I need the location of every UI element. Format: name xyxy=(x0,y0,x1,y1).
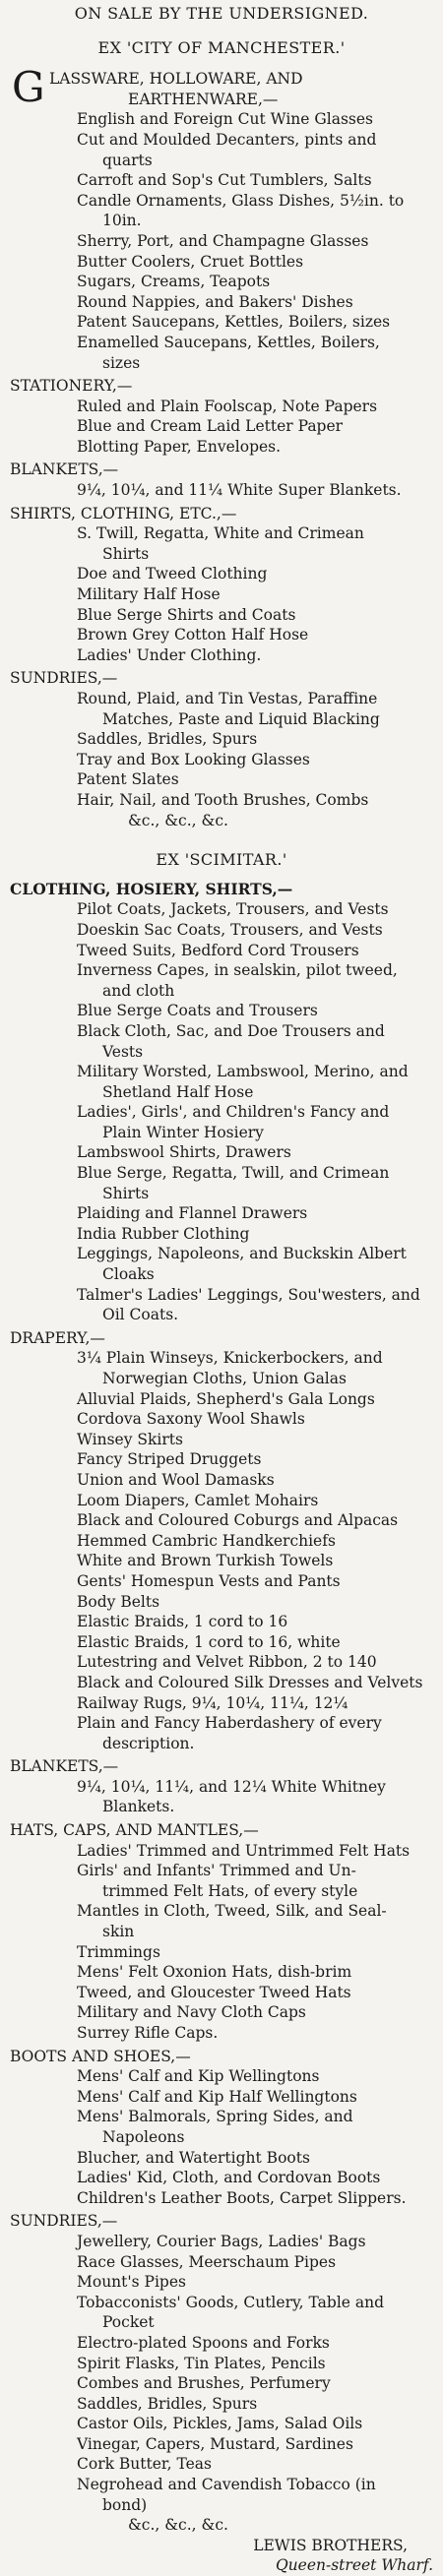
list-item: Tobacconists' Goods, Cutlery, Table and xyxy=(77,2293,385,2311)
list-item: Hair, Nail, and Tooth Brushes, Combs xyxy=(77,790,369,809)
list-item: Lambswool Shirts, Drawers xyxy=(77,1143,291,1162)
list-item: Vinegar, Capers, Mustard, Sardines xyxy=(77,2434,353,2453)
list-item: Plain and Fancy Haberdashery of every xyxy=(77,1714,382,1733)
list-item: Blucher, and Watertight Boots xyxy=(77,2148,310,2167)
list-item: Union and Wool Damasks xyxy=(77,1470,275,1489)
list-item: India Rubber Clothing xyxy=(77,1224,250,1243)
drapery-heading: DRAPERY,— xyxy=(10,1328,105,1347)
list-item: Enamelled Saucepans, Kettles, Boilers, xyxy=(77,333,380,351)
list-item: sizes xyxy=(102,353,141,372)
shirts-list xyxy=(10,523,433,665)
clothing-heading: CLOTHING, HOSIERY, SHIRTS,— xyxy=(10,879,293,898)
list-item: trimmed Felt Hats, of every style xyxy=(102,1881,358,1900)
list-item: Matches, Paste and Liquid Blacking xyxy=(102,709,380,728)
list-item: Plaiding and Flannel Drawers xyxy=(77,1204,308,1223)
drop-capital: G xyxy=(12,63,45,112)
list-item: Girls' and Infants' Trimmed and Un- xyxy=(77,1862,356,1880)
divider xyxy=(10,25,433,38)
sundries2-list xyxy=(10,2232,433,2536)
list-item: Brown Grey Cotton Half Hose xyxy=(77,626,309,644)
sundries-heading: SUNDRIES,— xyxy=(10,669,118,688)
list-item: Round Nappies, and Bakers' Dishes xyxy=(77,292,353,311)
list-item: Gents' Homespun Vests and Pants xyxy=(77,1571,341,1590)
list-item: 10in. xyxy=(102,212,142,230)
list-item: Shetland Half Hose xyxy=(102,1082,254,1101)
list-item: Inverness Capes, in sealskin, pilot tweed, xyxy=(77,961,398,980)
list-item: Blankets. xyxy=(102,1798,175,1816)
list-item: Race Glasses, Meerschaum Pipes xyxy=(77,2252,337,2271)
list-item: Leggings, Napoleons, and Buckskin Albert xyxy=(77,1245,407,1263)
list-item: Elastic Braids, 1 cord to 16, white xyxy=(77,1632,341,1651)
clothing-list xyxy=(10,899,433,1324)
list-item: Blue Serge Shirts and Coats xyxy=(77,605,296,624)
glassware-heading: LASSWARE, HOLLOWARE, AND xyxy=(49,70,303,89)
list-item: Spirit Flasks, Tin Plates, Pencils xyxy=(77,2354,326,2372)
list-item: description. xyxy=(102,1734,195,1752)
list-item: Blue Serge Coats and Trousers xyxy=(77,1002,318,1020)
advertisement-page xyxy=(10,0,433,2576)
ship2-sundries-section xyxy=(10,2211,433,2536)
list-item: Blotting Paper, Envelopes. xyxy=(77,437,282,456)
list-item: Body Belts xyxy=(77,1592,160,1611)
list-item: Saddles, Bridles, Spurs xyxy=(77,730,258,749)
list-item: Tweed Suits, Bedford Cord Trousers xyxy=(77,941,359,959)
ship1-stationery-section xyxy=(10,376,433,457)
list-item: Norwegian Cloths, Union Galas xyxy=(102,1370,347,1387)
list-item: Ladies', Girls', and Children's Fancy and xyxy=(77,1103,390,1122)
list-item: Mens' Calf and Kip Wellingtons xyxy=(77,2067,320,2086)
list-item: Tray and Box Looking Glasses xyxy=(77,750,310,768)
sundries2-heading: SUNDRIES,— xyxy=(10,2212,118,2231)
list-item: Trimmings xyxy=(77,1942,160,1961)
drapery-list xyxy=(10,1348,433,1753)
list-item: Ladies' Kid, Cloth, and Cordovan Boots xyxy=(77,2169,381,2187)
list-item: Blue Serge, Regatta, Twill, and Crimean xyxy=(77,1164,390,1183)
list-item: Shirts xyxy=(102,544,150,563)
list-item: Electro-plated Spoons and Forks xyxy=(77,2333,330,2352)
list-item: Hemmed Cambric Handkerchiefs xyxy=(77,1531,336,1550)
list-item: 9¼, 10¼, and 11¼ White Super Blankets. xyxy=(77,481,402,500)
list-item: Cordova Saxony Wool Shawls xyxy=(77,1410,305,1429)
list-item: Mantles in Cloth, Tweed, Silk, and Seal- xyxy=(77,1902,387,1921)
sundries-list xyxy=(10,689,433,830)
list-item: and cloth xyxy=(102,981,175,1000)
list-item: Sugars, Creams, Teapots xyxy=(77,273,271,291)
stationery-list xyxy=(10,397,433,458)
list-item: Mount's Pipes xyxy=(77,2273,186,2292)
list-item: Oil Coats. xyxy=(102,1306,179,1324)
ship2-title: EX 'SCIMITAR.' xyxy=(156,850,287,870)
list-item: White and Brown Turkish Towels xyxy=(77,1552,334,1570)
shirts-heading: SHIRTS, CLOTHING, ETC.,— xyxy=(10,504,237,522)
list-item: quarts xyxy=(102,151,153,169)
list-item: Sherry, Port, and Champagne Glasses xyxy=(77,231,369,250)
firm-address: Queen-street Wharf. xyxy=(275,2556,433,2575)
ship1-title: EX 'CITY OF MANCHESTER.' xyxy=(97,37,346,57)
list-item: Pilot Coats, Jackets, Trousers, and Vests xyxy=(77,900,389,919)
blankets-heading: BLANKETS,— xyxy=(10,460,119,479)
list-item: Candle Ornaments, Glass Dishes, 5½in. to xyxy=(77,191,405,210)
list-item: Shirts xyxy=(102,1184,150,1202)
list-item: Blue and Cream Laid Letter Paper xyxy=(77,417,344,436)
header-line: ON SALE BY THE UNDERSIGNED. xyxy=(74,4,369,23)
hats-list xyxy=(10,1841,433,2044)
glassware-heading-cont: EARTHENWARE,— xyxy=(128,90,279,108)
list-item: Pocket xyxy=(102,2313,155,2332)
hats-heading: HATS, CAPS, AND MANTLES,— xyxy=(10,1821,259,1840)
list-item: Ruled and Plain Foolscap, Note Papers xyxy=(77,397,378,415)
list-item: Mens' Calf and Kip Half Wellingtons xyxy=(77,2087,357,2106)
ship1-blankets-section xyxy=(10,460,433,500)
list-item: Patent Saucepans, Kettles, Boilers, sizes xyxy=(77,313,391,332)
list-item: Cork Butter, Teas xyxy=(77,2455,212,2474)
glassware-list xyxy=(10,109,433,373)
list-item: Military Half Hose xyxy=(77,585,221,604)
list-item: Talmer's Ladies' Leggings, Sou'westers, and xyxy=(77,1285,420,1304)
firm-name: LEWIS BROTHERS, xyxy=(253,2536,408,2554)
list-item: Plain Winter Hosiery xyxy=(102,1123,264,1141)
list-item: Black and Coloured Coburgs and Alpacas xyxy=(77,1511,399,1530)
list-item: Black and Coloured Silk Dresses and Velvets xyxy=(77,1673,423,1691)
list-item: English and Foreign Cut Wine Glasses xyxy=(77,110,373,129)
list-item: Jewellery, Courier Bags, Ladies' Bags xyxy=(77,2232,366,2250)
list-item: &c., &c., &c. xyxy=(128,811,228,829)
ship1-glassware-section xyxy=(10,63,433,373)
list-item: Round, Plaid, and Tin Vestas, Paraffine xyxy=(77,690,378,707)
list-item: Winsey Skirts xyxy=(77,1430,183,1448)
list-item: Carroft and Sop's Cut Tumblers, Salts xyxy=(77,171,372,190)
ship2-hats-section xyxy=(10,1820,433,2044)
list-item: Ladies' Under Clothing. xyxy=(77,645,262,664)
list-item: Ladies' Trimmed and Untrimmed Felt Hats xyxy=(77,1841,411,1860)
list-item: Cut and Moulded Decanters, pints and xyxy=(77,130,377,149)
ship1-shirts-section xyxy=(10,504,433,666)
list-item: Military Worsted, Lambswool, Merino, and xyxy=(77,1063,409,1081)
list-item: Loom Diapers, Camlet Mohairs xyxy=(77,1491,319,1509)
list-item: bond) xyxy=(102,2495,148,2514)
list-item: Fancy Striped Druggets xyxy=(77,1450,262,1469)
list-item: Tweed, and Gloucester Tweed Hats xyxy=(77,1983,351,2001)
list-item: Napoleons xyxy=(102,2127,185,2146)
list-item: Castor Oils, Pickles, Jams, Salad Oils xyxy=(77,2415,363,2433)
list-item: Doe and Tweed Clothing xyxy=(77,565,268,583)
list-item: 3¼ Plain Winseys, Knickerbockers, and xyxy=(77,1349,383,1368)
list-item: Negrohead and Cavendish Tobacco (in xyxy=(77,2476,376,2494)
list-item: Mens' Felt Oxonion Hats, dish-brim xyxy=(77,1963,352,1982)
list-item: Children's Leather Boots, Carpet Slippers. xyxy=(77,2188,407,2207)
list-item: Railway Rugs, 9¼, 10¼, 11¼, 12¼ xyxy=(77,1693,348,1712)
list-item: Cloaks xyxy=(102,1265,155,1284)
ship2-drapery-section xyxy=(10,1328,433,1753)
ship2-clothing-section xyxy=(10,880,433,1325)
list-item: Black Cloth, Sac, and Doe Trousers and xyxy=(77,1021,385,1040)
blankets-list xyxy=(10,480,433,501)
stationery-heading: STATIONERY,— xyxy=(10,377,133,396)
list-item: Elastic Braids, 1 cord to 16 xyxy=(77,1613,288,1631)
ship1-sundries-section xyxy=(10,668,433,830)
list-item: Combes and Brushes, Perfumery xyxy=(77,2374,331,2393)
list-item: &c., &c., &c. xyxy=(128,2516,228,2535)
boots-heading: BOOTS AND SHOES,— xyxy=(10,2047,191,2065)
list-item: Patent Slates xyxy=(77,770,179,789)
blankets2-list xyxy=(10,1777,433,1817)
ship2-boots-section xyxy=(10,2047,433,2209)
list-item: S. Twill, Regatta, White and Crimean xyxy=(77,524,364,543)
list-item: Mens' Balmorals, Spring Sides, and xyxy=(77,2108,353,2126)
boots-list xyxy=(10,2066,433,2208)
list-item: skin xyxy=(102,1923,135,1941)
list-item: Doeskin Sac Coats, Trousers, and Vests xyxy=(77,920,383,939)
list-item: Saddles, Bridles, Spurs xyxy=(77,2394,258,2413)
list-item: Alluvial Plaids, Shepherd's Gala Longs xyxy=(77,1389,375,1408)
list-item: Butter Coolers, Cruet Bottles xyxy=(77,252,304,271)
list-item: Military and Navy Cloth Caps xyxy=(77,2003,306,2022)
list-item: Surrey Rifle Caps. xyxy=(77,2024,219,2042)
list-item: 9¼, 10¼, 11¼, and 12¼ White Whitney xyxy=(77,1777,386,1796)
blankets2-heading: BLANKETS,— xyxy=(10,1757,119,1776)
ship2-blankets-section xyxy=(10,1756,433,1817)
list-item: Lutestring and Velvet Ribbon, 2 to 140 xyxy=(77,1653,377,1672)
list-item: Vests xyxy=(102,1042,144,1061)
